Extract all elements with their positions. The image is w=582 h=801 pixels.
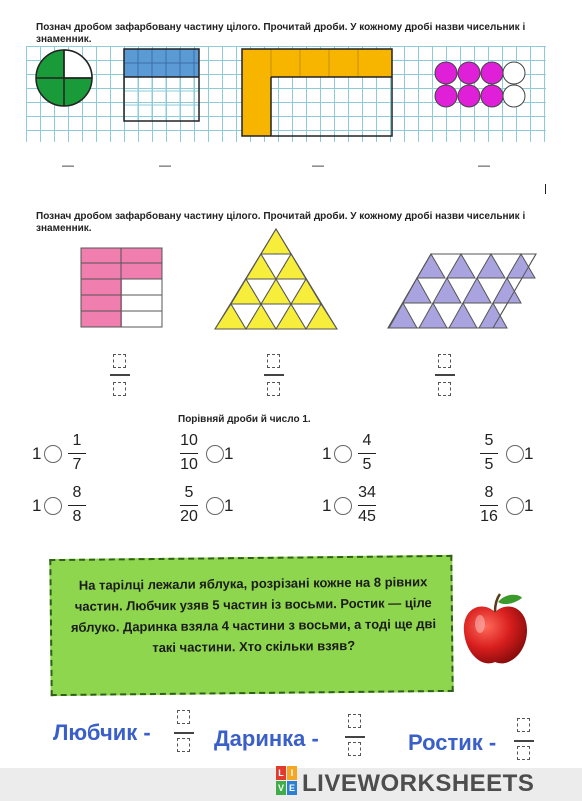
answer-blank-1[interactable]: —	[62, 158, 74, 172]
whole-number: 1	[32, 496, 42, 515]
fraction-bar	[180, 453, 198, 454]
fraction-bar	[68, 505, 86, 506]
denominator: 10	[180, 456, 198, 473]
answer-fraction-3[interactable]	[512, 718, 536, 766]
numerator-box[interactable]	[348, 714, 361, 728]
fraction-bar	[174, 732, 194, 734]
numerator-box[interactable]	[267, 354, 280, 368]
compare-title: Порівняй дроби й число 1.	[178, 414, 311, 425]
logo-letter: E	[288, 783, 295, 793]
fraction-bar	[264, 374, 284, 376]
numerator-box[interactable]	[113, 354, 126, 368]
instruction-1: Познач дробом зафарбовану частину цілого. Прочитай дроби. У кожному дробі назви чисельник і знаменник.	[36, 22, 526, 45]
whole-number: 1	[524, 444, 534, 463]
fraction-bar	[345, 736, 365, 738]
fraction-bar	[435, 374, 455, 376]
numerator: 5	[184, 484, 194, 501]
compare-sign-input[interactable]	[334, 445, 352, 463]
denominator-box[interactable]	[177, 738, 190, 752]
compare-item	[322, 484, 402, 528]
denominator: 20	[180, 508, 198, 525]
logo-letter: L	[276, 766, 286, 780]
numerator: 10	[180, 432, 198, 449]
whole-number: 1	[224, 444, 234, 463]
compare-sign-input[interactable]	[506, 497, 524, 515]
compare-sign-input[interactable]	[206, 445, 224, 463]
pink-rectangle-figure	[80, 247, 163, 328]
instruction-2: Познач дробом зафарбовану частину цілого. Прочитай дроби. У кожному дробі назви чисельник і знаменник.	[36, 211, 526, 234]
fraction-bar	[514, 740, 534, 742]
compare-item	[178, 484, 258, 528]
fraction-bar	[180, 505, 198, 506]
whole-number: 1	[322, 444, 332, 463]
numerator-box[interactable]	[177, 710, 190, 724]
whole-number: 1	[322, 496, 332, 515]
compare-sign-input[interactable]	[44, 497, 62, 515]
l-shape-figure	[241, 48, 393, 138]
circle-figure	[34, 48, 94, 108]
compare-item	[478, 432, 558, 476]
word-problem-text: На тарілці лежали яблука, розрізані кожне на 8 рівних частин. Любчик узяв 5 частин із восьми. Ростик — ціле яблуко. Даринка взяла 4 частини з восьми, а тоді ще дві такі частини. Хто скільки взяв?	[70, 574, 437, 656]
compare-sign-input[interactable]	[334, 497, 352, 515]
logo-letter: V	[277, 783, 284, 793]
numerator-box[interactable]	[517, 718, 530, 732]
whole-number: 1	[524, 496, 534, 515]
fraction-input-1[interactable]	[108, 352, 132, 400]
cursor-mark	[545, 184, 546, 194]
fraction-bar	[358, 453, 376, 454]
compare-sign-input[interactable]	[506, 445, 524, 463]
name-rostyk: Ростик -	[408, 730, 497, 755]
numerator: 8	[484, 484, 494, 501]
compare-item	[322, 432, 402, 476]
fraction-bar	[358, 505, 376, 506]
rectangle-figure	[123, 48, 200, 122]
whole-number: 1	[32, 444, 42, 463]
compare-sign-input[interactable]	[44, 445, 62, 463]
answer-blank-4[interactable]: —	[478, 158, 490, 172]
numerator: 1	[72, 432, 82, 449]
logo-letter: I	[287, 766, 297, 780]
denominator-box[interactable]	[438, 382, 451, 396]
fraction-bar	[480, 453, 498, 454]
numerator: 8	[72, 484, 82, 501]
answer-fraction-1[interactable]	[172, 710, 196, 758]
name-darynka: Даринка -	[214, 726, 319, 751]
fraction-bar	[110, 374, 130, 376]
denominator: 7	[72, 456, 82, 473]
liveworksheets-logo	[276, 766, 298, 796]
denominator: 16	[480, 508, 498, 525]
circles-figure	[434, 60, 526, 110]
fraction-input-3[interactable]	[433, 352, 457, 400]
denominator: 5	[362, 456, 372, 473]
liveworksheets-brand: LIVEWORKSHEETS	[302, 770, 535, 797]
fraction-input-2[interactable]	[262, 352, 286, 400]
numerator: 4	[362, 432, 372, 449]
fraction-bar	[480, 505, 498, 506]
denominator-box[interactable]	[348, 742, 361, 756]
compare-item	[478, 484, 558, 528]
denominator: 8	[72, 508, 82, 525]
answer-fraction-2[interactable]	[343, 714, 367, 762]
parallelogram-figure	[387, 253, 537, 329]
numerator: 5	[484, 432, 494, 449]
numerator-box[interactable]	[438, 354, 451, 368]
triangle-figure	[214, 228, 338, 330]
name-lyubchyk: Любчик -	[53, 720, 151, 745]
compare-item	[178, 432, 258, 476]
compare-sign-input[interactable]	[206, 497, 224, 515]
whole-number: 1	[224, 496, 234, 515]
answer-blank-3[interactable]: —	[312, 158, 324, 172]
numerator: 34	[358, 484, 376, 501]
compare-item	[32, 484, 112, 528]
denominator-box[interactable]	[113, 382, 126, 396]
denominator-box[interactable]	[267, 382, 280, 396]
apple-icon	[460, 590, 530, 670]
denominator-box[interactable]	[517, 746, 530, 760]
word-problem-box	[49, 555, 453, 696]
compare-item	[32, 432, 112, 476]
answer-blank-2[interactable]: —	[159, 158, 171, 172]
denominator: 45	[358, 508, 376, 525]
fraction-bar	[68, 453, 86, 454]
denominator: 5	[484, 456, 494, 473]
